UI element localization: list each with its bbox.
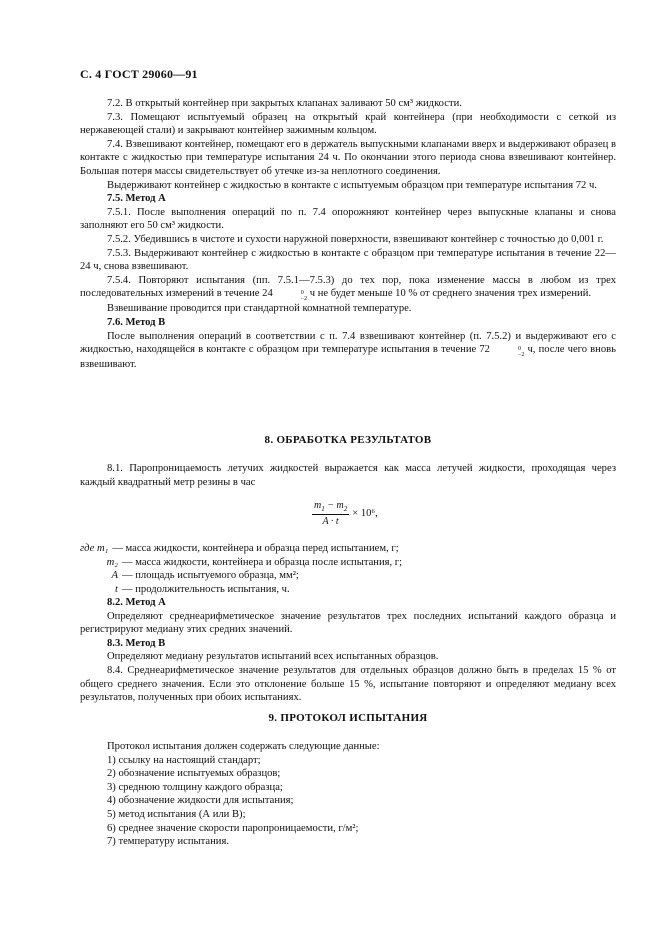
list-item: 6) среднее значение скорости паропроницаемости, г/м²; [107, 822, 359, 834]
paragraph-7-4: 7.4. Взвешивают контейнер, помещают его в держатель выпускными клапанами вверх и выдерживают образец в контакте с жидкостью при температуре испытания 24 ч. По окончании этого периода снова взвешивают контейнер. Большая потеря массы свидетельствует об утечке из-за неплотного соединения. [80, 138, 616, 177]
legend-text: — масса жидкости, контейнера и образца перед испытанием, г; [112, 543, 399, 554]
tolerance-2 [491, 346, 524, 358]
heading-7-6: 7.6. Метод В [107, 316, 166, 328]
section-9-title: 9. ПРОТОКОЛ ИСПЫТАНИЯ [268, 712, 428, 724]
tolerance-2-upper: 0 [517, 346, 521, 353]
legend-row [80, 542, 616, 556]
tolerance-lower: −2 [300, 296, 308, 303]
paragraph-8-1: 8.1. Паропроницаемость летучих жидкостей выражается как масса летучей жидкости, проходящая через каждый квадратный метр резины в час [80, 463, 616, 488]
tolerance-2-lower: −2 [517, 352, 525, 359]
paragraph-7-2: 7.2. В открытый контейнер при закрытых клапанах заливают 50 см³ жидкости. [107, 98, 462, 109]
paragraph-7-5-2: 7.5.2. Убедившись в чистоте и сухости наружной поверхности, взвешивают контейнер с точностью до 0,001 г. [107, 233, 604, 245]
legend-row [80, 583, 616, 597]
paragraph-8-3: Определяют медиану результатов испытаний всех испытанных образцов. [107, 651, 439, 663]
legend-text: — продолжительность испытания, ч. [122, 583, 290, 595]
list-item: 2) обозначение испытуемых образцов; [107, 768, 281, 780]
paragraph-7-5-1: 7.5.1. После выполнения операций по п. 7.4 опорожняют контейнер через выпускные клапаны и снова заполняют его 50 см³ жидкости. [80, 206, 616, 232]
paragraph-7-4-continued: Выдерживают контейнер с жидкостью в контакте с испытуемым образцом при температуре испытания 72 ч. [107, 179, 597, 191]
list-item: 5) метод испытания (А или В); [107, 808, 246, 820]
paragraph-7-6 [80, 330, 616, 372]
tolerance-upper: 0 [300, 290, 304, 297]
heading-7-5: 7.5. Метод А [107, 193, 166, 205]
legend-text: — масса жидкости, контейнера и образца после испытания, г; [122, 556, 403, 568]
formula-m1: m [314, 500, 322, 511]
paragraph-8-2: Определяют среднеарифметическое значение результатов трех последних испытаний каждого образца и регистрируют медиану этих средних значений. [80, 610, 616, 636]
paragraph-7-5-3: 7.5.3. Выдерживают контейнер с жидкостью в контакте с образцом при температуре испытания в течение 22—24 ч, снова взвешивают. [80, 247, 616, 273]
formula-m2: m [336, 500, 344, 511]
section-9-body [80, 740, 616, 849]
legend-symbol: где m₁ [80, 543, 109, 554]
formula-minus: − [324, 500, 337, 511]
permeability-formula [312, 500, 378, 527]
list-item: 3) среднюю толщину каждого образца; [107, 781, 283, 793]
list-item: 1) ссылку на настоящий стандарт; [107, 754, 261, 766]
heading-8-2: 8.2. Метод А [107, 597, 166, 608]
section-8-body [80, 596, 616, 705]
protocol-intro: Протокол испытания должен содержать следующие данные: [107, 741, 380, 752]
legend-text: — площадь испытуемого образца, мм²; [122, 570, 299, 582]
page-header: С. 4 ГОСТ 29060—91 [80, 67, 198, 81]
formula-denominator: A · t [322, 516, 339, 527]
paragraph-7-5-4-start: 7.5.4. Повторяют испытания (пп. 7.5.1—7.5.3) до тех пор, пока изменение массы в любом из трех последовательных измерений в течение 24 [80, 274, 616, 300]
formula-sub2: 2 [343, 505, 348, 513]
formula-multiplier: × 10⁶, [352, 508, 378, 519]
paragraph-7-5-4-continued: Взвешивание проводится при стандартной комнатной температуре. [107, 303, 412, 315]
section-7-body [80, 97, 616, 372]
legend-row [80, 556, 616, 570]
formula-legend [80, 542, 616, 596]
legend-symbol: m₂ [106, 556, 118, 568]
formula-numerator [312, 500, 349, 515]
paragraph-8-1-block [80, 462, 616, 489]
list-item: 4) обозначение жидкости для испытания; [107, 795, 294, 807]
list-item: 7) температуру испытания. [107, 836, 229, 848]
formula-fraction [312, 500, 349, 527]
section-8-title: 8. ОБРАБОТКА РЕЗУЛЬТАТОВ [264, 434, 432, 446]
paragraph-7-5-4-end: ч не будет меньше 10 % от среднего значения трех измерений. [307, 288, 592, 300]
paragraph-7-3: 7.3. Помещают испытуемый образец на открытый край контейнера (при необходимости с сеткой из нержавеющей стали) и закрывают контейнер зажимным кольцом. [80, 111, 616, 137]
tolerance [274, 290, 307, 302]
heading-8-3: 8.3. Метод В [107, 637, 166, 649]
formula-sub1: 1 [321, 505, 325, 513]
paragraph-7-6-end: ч, после чего вновь взвешивают. [80, 344, 616, 371]
legend-symbol: t [115, 583, 118, 595]
paragraph-7-5-4 [80, 274, 616, 303]
paragraph-8-4: 8.4. Среднеарифметическое значение результатов для отдельных образцов должно быть в пределах 15 % от общего среднего значения. Если это отклонение больше 15 %, испытание повторяют и определяют медиану всех результатов, полученных при обоих испытаниях. [80, 664, 616, 704]
paragraph-7-6-start: После выполнения операций в соответствии с п. 7.4 взвешивают контейнер (п. 7.5.2) и выдерживают его с жидкостью, находящейся в контакте с образцом при температуре испытания в течение 72 [80, 330, 616, 356]
legend-symbol: A [111, 570, 118, 582]
legend-row [80, 569, 616, 583]
